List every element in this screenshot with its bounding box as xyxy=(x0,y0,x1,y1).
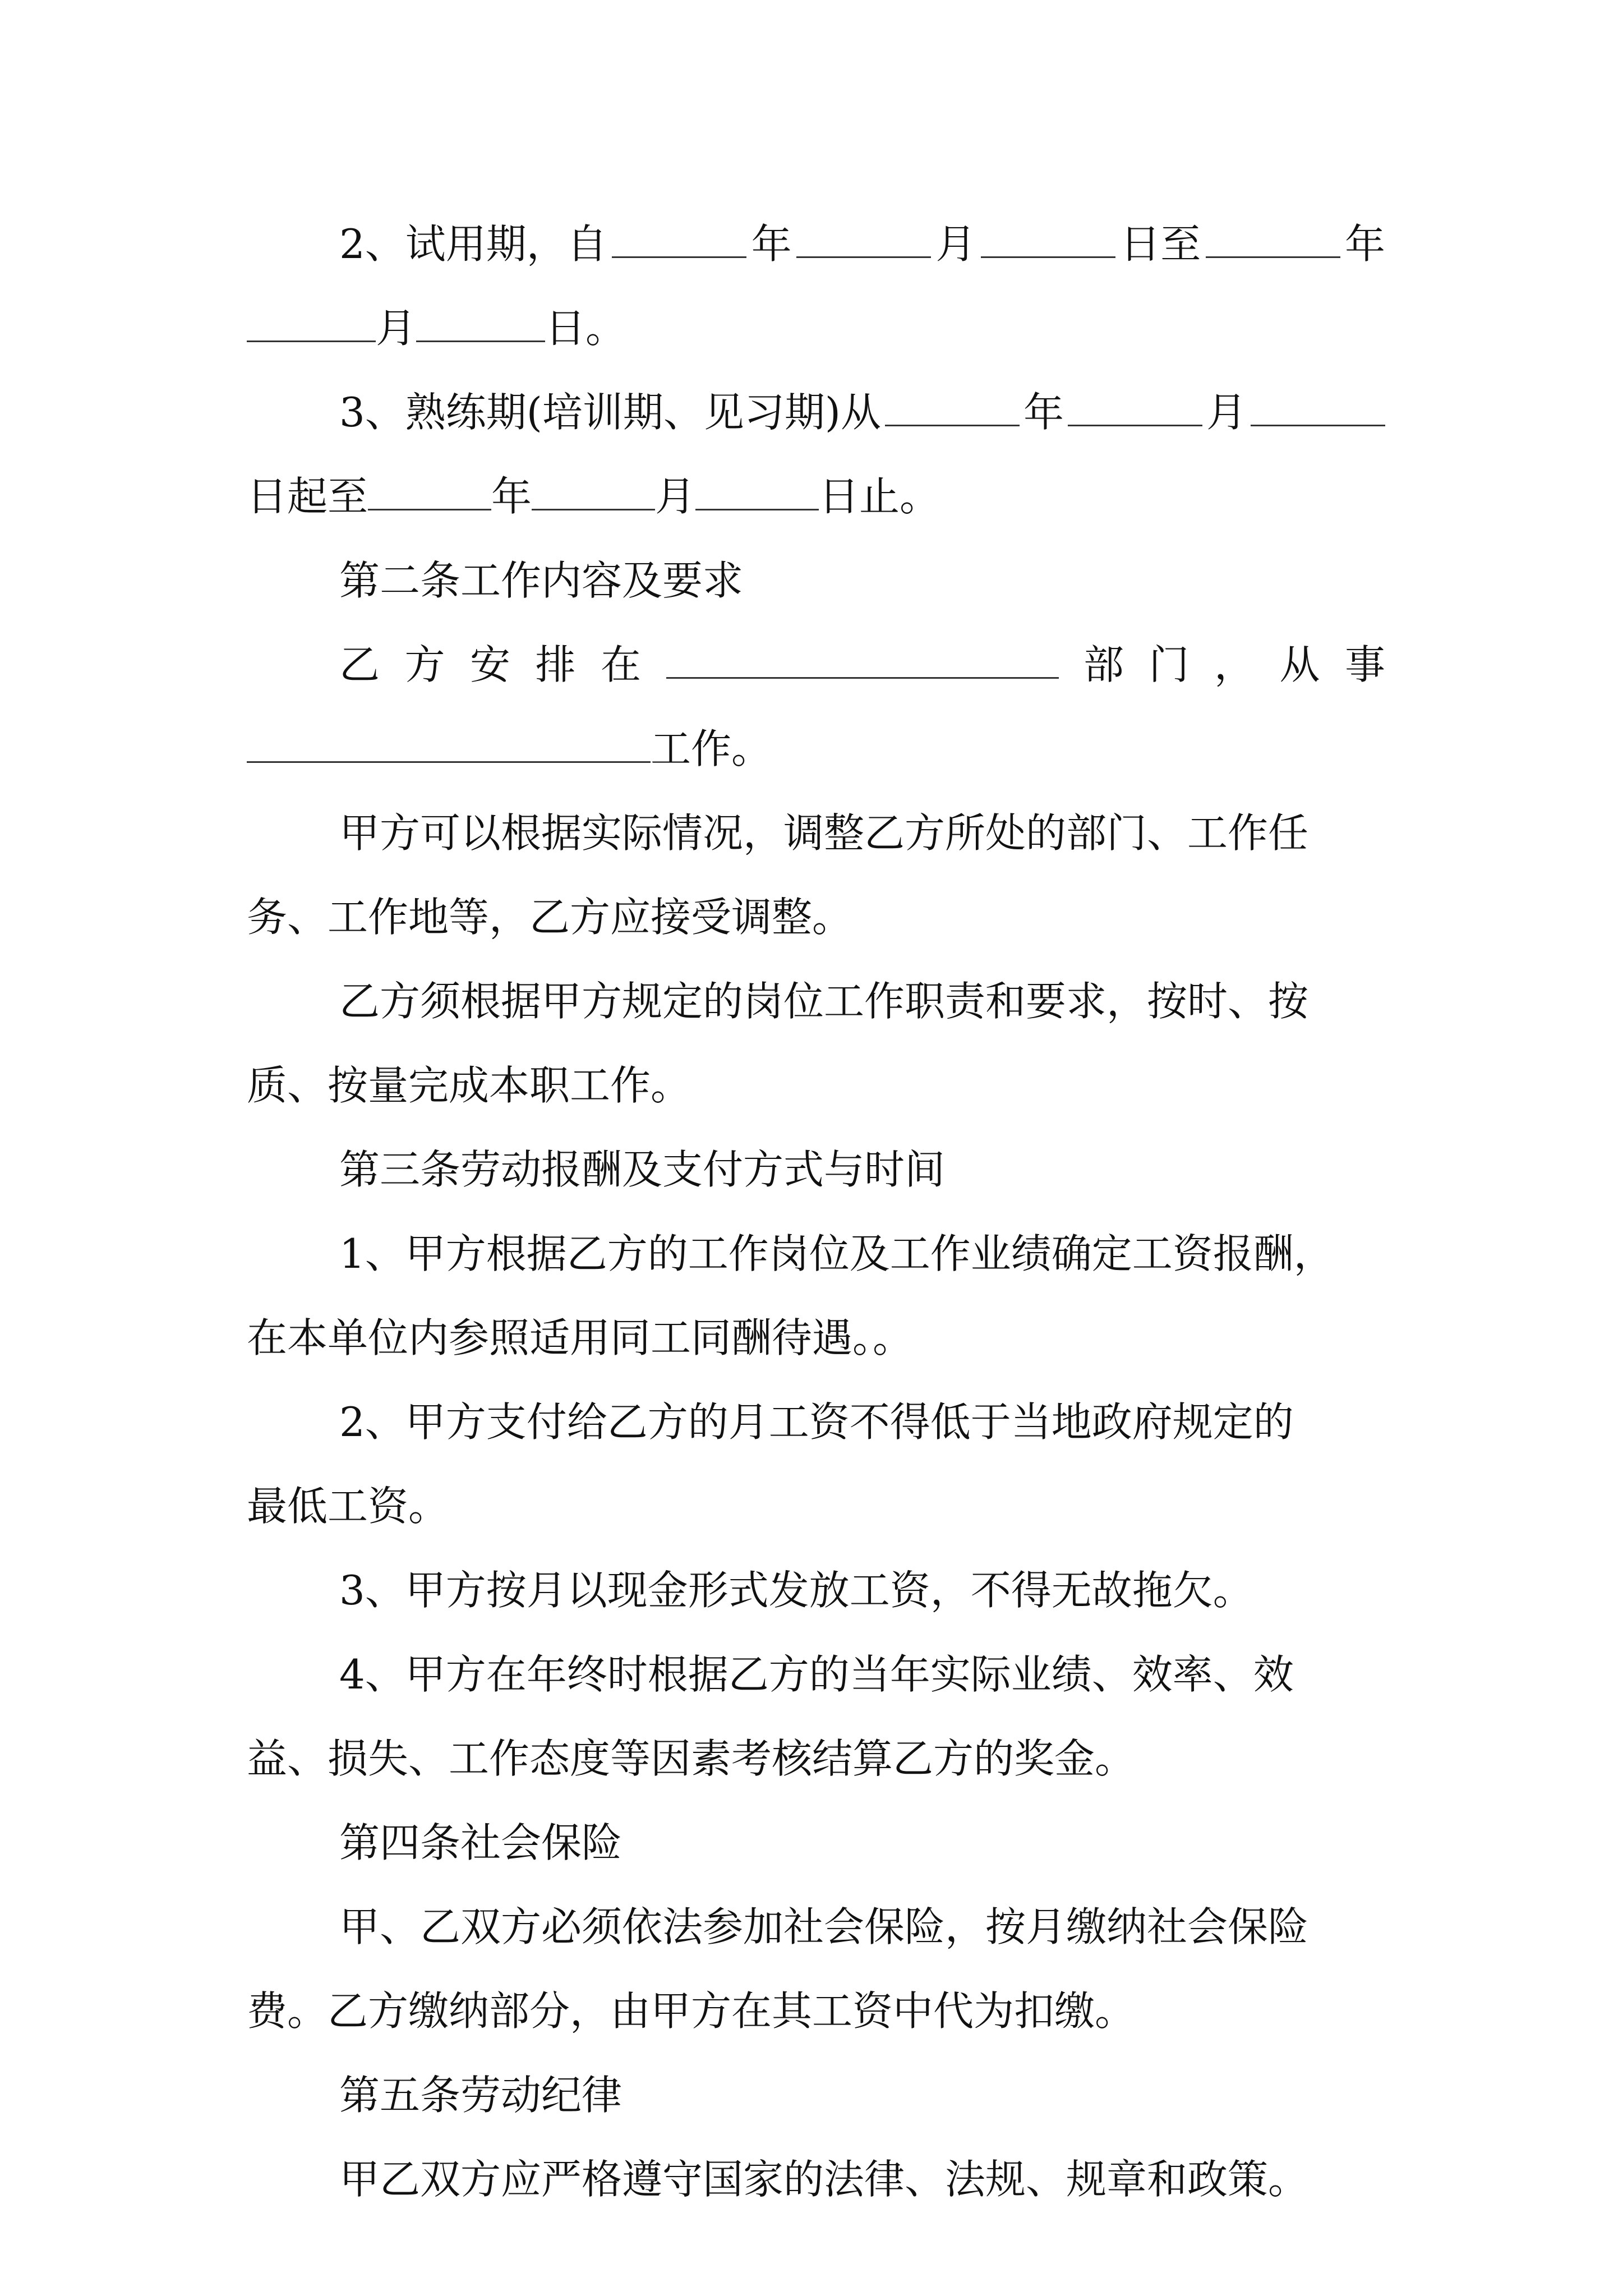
paragraph-line: 务、工作地等，乙方应接受调整。 xyxy=(247,894,853,941)
text-char: 事 xyxy=(1344,641,1385,688)
blank-start-month[interactable] xyxy=(796,217,931,258)
blank-training-start-year[interactable] xyxy=(885,385,1020,426)
text-char: 排 xyxy=(535,641,576,688)
text-char: 安 xyxy=(470,641,511,688)
blank-start-day[interactable] xyxy=(981,217,1115,258)
month-label: 月 xyxy=(935,220,976,268)
probation-label: 2、试用期，自 xyxy=(339,220,607,268)
article-5-heading: 第五条劳动纪律 xyxy=(339,2072,623,2119)
paragraph-line: 在本单位内参照适用同工同酬待遇。。 xyxy=(247,1314,914,1361)
article-3-heading: 第三条劳动报酬及支付方式与时间 xyxy=(339,1146,946,1193)
department-assignment-line xyxy=(339,623,1385,707)
training-period-line xyxy=(339,370,1385,454)
paragraph-line: 4、甲方在年终时根据乙方的当年实际业绩、效率、效 xyxy=(339,1651,1294,1698)
month-label: 月 xyxy=(376,305,417,352)
year-label: 年 xyxy=(751,220,792,268)
paragraph-line: 费。乙方缴纳部分，由甲方在其工资中代为扣缴。 xyxy=(247,1987,1136,2035)
text-char: 乙 xyxy=(339,641,380,688)
blank-training-start-month[interactable] xyxy=(1068,385,1202,426)
job-label: 工作。 xyxy=(651,725,772,772)
month-label: 月 xyxy=(655,473,696,520)
day-to-label: 日至 xyxy=(1120,220,1201,268)
blank-training-end-year[interactable] xyxy=(368,470,491,510)
paragraph-line: 最低工资。 xyxy=(247,1483,449,1530)
day-from-to-label: 日起至 xyxy=(247,473,368,520)
training-label: 3、熟练期(培训期、见习期)从 xyxy=(339,389,881,436)
paragraph-line: 1、甲方根据乙方的工作岗位及工作业绩确定工资报酬， xyxy=(339,1230,1334,1277)
day-label: 日。 xyxy=(545,305,626,352)
paragraph-line: 甲乙双方应严格遵守国家的法律、法规、规章和政策。 xyxy=(339,2156,1309,2203)
text-char: 从 xyxy=(1279,641,1320,688)
text-char: 在 xyxy=(601,641,642,688)
job-assignment-line xyxy=(247,707,1385,791)
year-label: 年 xyxy=(1344,220,1385,268)
paragraph-line: 乙方须根据甲方规定的岗位工作职责和要求，按时、按 xyxy=(339,978,1309,1025)
month-label: 月 xyxy=(1206,389,1247,436)
text-char: 部 xyxy=(1083,641,1124,688)
day-end-label: 日止。 xyxy=(819,473,940,520)
training-period-line-cont xyxy=(247,454,1385,539)
blank-end-month[interactable] xyxy=(247,301,376,342)
paragraph-line: 3、甲方按月以现金形式发放工资，不得无故拖欠。 xyxy=(339,1567,1253,1614)
article-2-heading: 第二条工作内容及要求 xyxy=(339,557,744,604)
blank-end-day[interactable] xyxy=(416,301,545,342)
text-char: 方 xyxy=(404,641,445,688)
paragraph-line: 2、甲方支付给乙方的月工资不得低于当地政府规定的 xyxy=(339,1398,1294,1446)
paragraph-line: 甲方可以根据实际情况，调整乙方所处的部门、工作任 xyxy=(339,809,1309,857)
paragraph-line: 甲、乙双方必须依法参加社会保险，按月缴纳社会保险 xyxy=(339,1903,1309,1950)
blank-department[interactable] xyxy=(666,638,1059,679)
article-4-heading: 第四条社会保险 xyxy=(339,1819,623,1866)
blank-start-year[interactable] xyxy=(612,217,746,258)
probation-period-line xyxy=(339,202,1385,286)
blank-training-start-day[interactable] xyxy=(1251,385,1385,426)
paragraph-line: 益、损失、工作态度等因素考核结算乙方的奖金。 xyxy=(247,1735,1136,1782)
blank-training-end-day[interactable] xyxy=(695,470,819,510)
blank-training-end-month[interactable] xyxy=(532,470,655,510)
text-char: 门 xyxy=(1149,641,1189,688)
blank-job[interactable] xyxy=(247,722,651,763)
year-label: 年 xyxy=(1023,389,1064,436)
paragraph-line: 质、按量完成本职工作。 xyxy=(247,1062,691,1109)
probation-period-line-cont xyxy=(247,286,1385,370)
year-label: 年 xyxy=(491,473,532,520)
blank-end-year[interactable] xyxy=(1206,217,1340,258)
text-char: ， xyxy=(1214,641,1255,688)
